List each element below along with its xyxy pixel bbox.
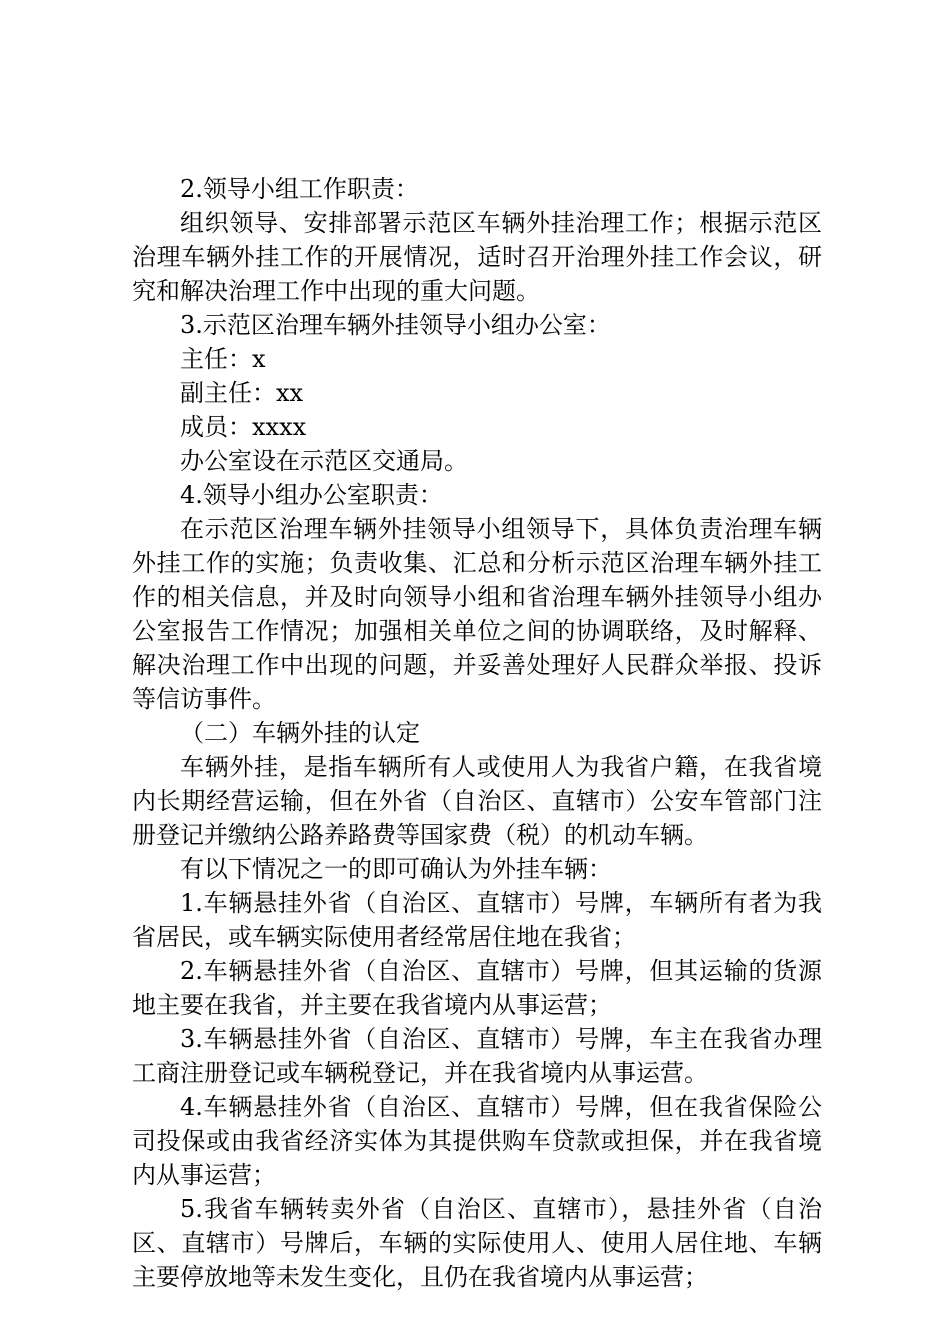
paragraph-criterion-4: 4.车辆悬挂外省（自治区、直辖市）号牌，但在我省保险公司投保或由我省经济实体为其提供购车贷款或担保，并在我省境内从事运营； xyxy=(132,1093,822,1189)
paragraph-deputy-director: 副主任：xx xyxy=(180,379,304,407)
paragraph-director: 主任：x xyxy=(180,345,266,373)
paragraph-definition: 车辆外挂，是指车辆所有人或使用人为我省户籍，在我省境内长期经营运输，但在外省（自治区、直辖市）公安车管部门注册登记并缴纳公路养路费等国家费（税）的机动车辆。 xyxy=(132,753,822,849)
paragraph-office-heading: 3.示范区治理车辆外挂领导小组办公室： xyxy=(180,311,611,339)
paragraph-office-location: 办公室设在示范区交通局。 xyxy=(180,447,468,475)
paragraph-duties-text: 组织领导、安排部署示范区车辆外挂治理工作；根据示范区治理车辆外挂工作的开展情况，适时召开治理外挂工作会议，研究和解决治理工作中出现的重大问题。 xyxy=(132,209,822,305)
document-body xyxy=(132,172,822,1294)
paragraph-criterion-2: 2.车辆悬挂外省（自治区、直辖市）号牌，但其运输的货源地主要在我省，并主要在我省境内从事运营； xyxy=(132,957,822,1019)
paragraph-office-duties-heading: 4.领导小组办公室职责： xyxy=(180,481,443,509)
paragraph-section-two-heading: （二）车辆外挂的认定 xyxy=(180,719,420,747)
paragraph-criterion-5: 5.我省车辆转卖外省（自治区、直辖市），悬挂外省（自治区、直辖市）号牌后，车辆的实际使用人、使用人居住地、车辆主要停放地等未发生变化，且仍在我省境内从事运营； xyxy=(132,1195,822,1291)
paragraph-criteria-intro: 有以下情况之一的即可确认为外挂车辆： xyxy=(180,855,612,883)
paragraph-criterion-3: 3.车辆悬挂外省（自治区、直辖市）号牌，车主在我省办理工商注册登记或车辆税登记，并在我省境内从事运营。 xyxy=(132,1025,822,1087)
paragraph-members: 成员：xxxx xyxy=(180,413,307,441)
paragraph-duties-heading: 2.领导小组工作职责： xyxy=(180,175,419,203)
paragraph-office-duties-text: 在示范区治理车辆外挂领导小组领导下，具体负责治理车辆外挂工作的实施；负责收集、汇总和分析示范区治理车辆外挂工作的相关信息，并及时向领导小组和省治理车辆外挂领导小组办公室报告工作情况；加强相关单位之间的协调联络，及时解释、解决治理工作中出现的问题，并妥善处理好人民群众举报、投诉等信访事件。 xyxy=(132,515,822,713)
paragraph-criterion-1: 1.车辆悬挂外省（自治区、直辖市）号牌，车辆所有者为我省居民，或车辆实际使用者经常居住地在我省； xyxy=(132,889,822,951)
